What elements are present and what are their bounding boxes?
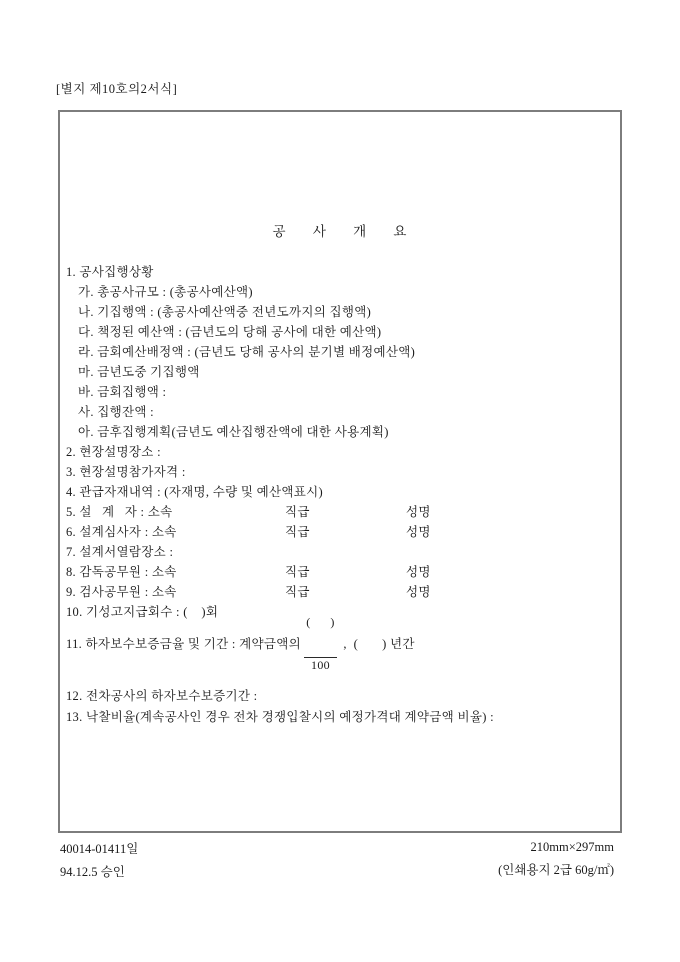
form-line: 3. 현장설명참가자격 : <box>66 465 186 479</box>
form-line-prefix: 5. 설 계 자 : 소속 <box>66 505 173 519</box>
column-name-label: 성명 <box>406 565 431 579</box>
form-title: 공 사 개 요 <box>272 224 408 239</box>
form-line: 7. 설계서열람장소 : <box>66 545 174 559</box>
form-line: 가. 총공사규모 : (총공사예산액) <box>78 285 253 299</box>
footer-left <box>60 838 138 884</box>
form-approval-date: 94.12.5 승인 <box>60 865 125 879</box>
fraction-numerator: ( ) <box>306 614 335 629</box>
form-line: 13. 낙찰비율(계속공사인 경우 전차 경쟁입찰시의 예정가격대 계약금액 비율) : <box>66 710 494 724</box>
form-line: 2. 현장설명장소 : <box>66 445 161 459</box>
footer-right <box>498 836 614 882</box>
form-line <box>66 502 616 522</box>
column-position-label: 직급 <box>285 505 310 519</box>
form-line: 다. 책정된 예산액 : (금년도의 당해 공사에 대한 예산액) <box>78 325 382 339</box>
form-line: 마. 금년도중 기집행액 <box>78 365 200 379</box>
fraction-denominator: 100 <box>304 657 337 672</box>
form-line: 사. 집행잔액 : <box>78 405 154 419</box>
form-line: 라. 금회예산배정액 : (금년도 당해 공사의 분기별 배정예산액) <box>78 345 416 359</box>
column-position-label: 직급 <box>285 565 310 579</box>
form-line-prefix: 8. 감독공무원 : 소속 <box>66 565 177 579</box>
form-line <box>66 582 616 602</box>
form-lines <box>66 262 616 622</box>
form-line: 나. 기집행액 : (총공사예산액중 전년도까지의 집행액) <box>78 305 372 319</box>
form-line: 12. 전차공사의 하자보수보증기간 : <box>66 689 258 703</box>
form-line: 10. 기성고지급회수 : ( )회 <box>66 605 219 619</box>
form-line-prefix: 9. 검사공무원 : 소속 <box>66 585 177 599</box>
warranty-rate-text-before: 11. 하자보수보증금율 및 기간 : 계약금액의 <box>66 637 301 651</box>
form-designation-label: [별지 제10호의2서식] <box>56 82 178 96</box>
form-line-prefix: 6. 설계심사자 : 소속 <box>66 525 177 539</box>
form-lines-after <box>66 686 616 728</box>
paper-size-note: 210mm×297mm <box>530 840 614 854</box>
form-line: 4. 관급자재내역 : (자재명, 수량 및 예산액표시) <box>66 485 324 499</box>
form-document-number: 40014-01411일 <box>60 842 139 856</box>
form-line: 아. 금후집행계획(금년도 예산집행잔액에 대한 사용계획) <box>78 425 389 439</box>
column-name-label: 성명 <box>406 525 431 539</box>
paper-spec-note: (인쇄용지 2급 60g/㎡) <box>498 863 614 877</box>
form-line: 1. 공사집행상황 <box>66 265 154 279</box>
warranty-rate-text-after: , ( ) 년간 <box>339 637 415 651</box>
form-line <box>66 562 616 582</box>
fraction <box>304 587 337 700</box>
form-line <box>66 522 616 542</box>
form-line: 바. 금회집행액 : <box>78 385 167 399</box>
column-position-label: 직급 <box>285 525 310 539</box>
form-body <box>66 262 616 728</box>
column-position-label: 직급 <box>285 585 310 599</box>
column-name-label: 성명 <box>406 505 431 519</box>
form-line-warranty-rate <box>66 614 616 672</box>
form-border-box <box>58 110 622 833</box>
column-name-label: 성명 <box>406 585 431 599</box>
